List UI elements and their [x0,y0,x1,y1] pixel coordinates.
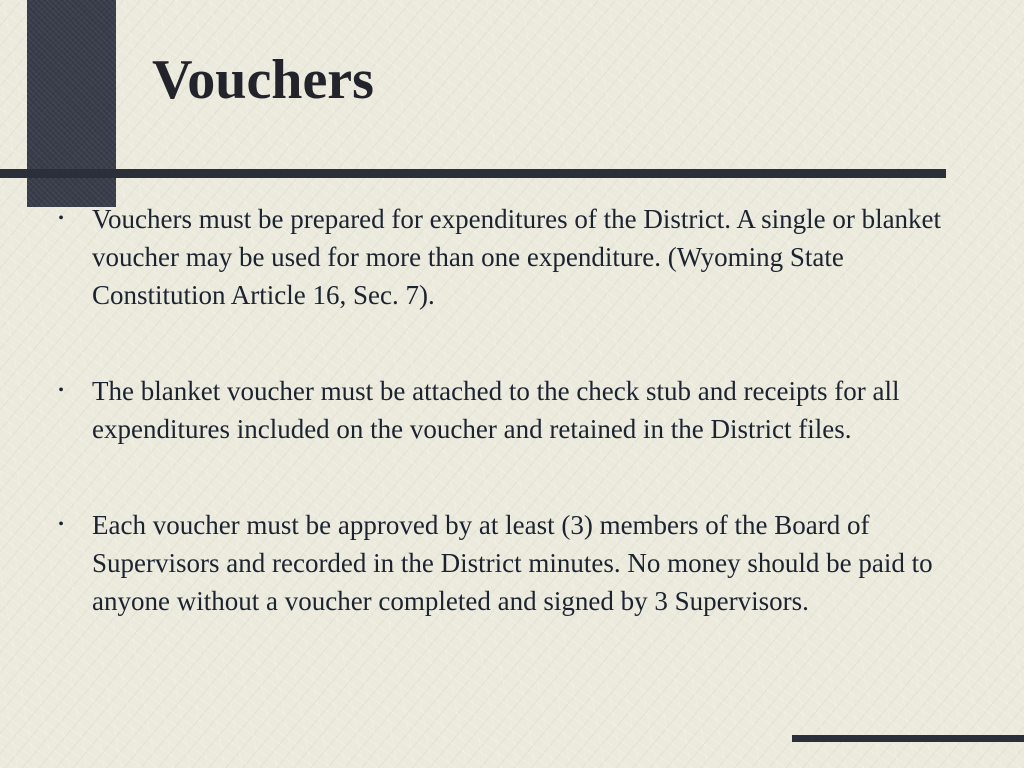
footer-accent-rule [792,735,1024,742]
slide-title: Vouchers [152,49,374,111]
bullet-text: Each voucher must be approved by at least (3) members of the Board of Supervisors and recorded in the District minutes. No money should be paid to anyone without a voucher completed and signed by 3 Supervisors. [92,510,933,616]
bullet-text: Vouchers must be prepared for expenditures of the District. A single or blanket voucher may be used for more than one expenditure. (Wyoming State Constitution Article 16, Sec. 7). [92,204,942,310]
bullet-list [52,200,952,620]
bullet-icon: • [58,210,64,227]
bullet-icon: • [58,382,64,399]
bullet-text: The blanket voucher must be attached to the check stub and receipts for all expenditures included on the voucher and retained in the District files. [92,376,900,444]
bullet-icon: • [58,516,64,533]
bullet-item [52,200,952,314]
bullet-item [52,372,952,448]
bullet-item [52,506,952,620]
title-divider-rule [0,169,946,178]
